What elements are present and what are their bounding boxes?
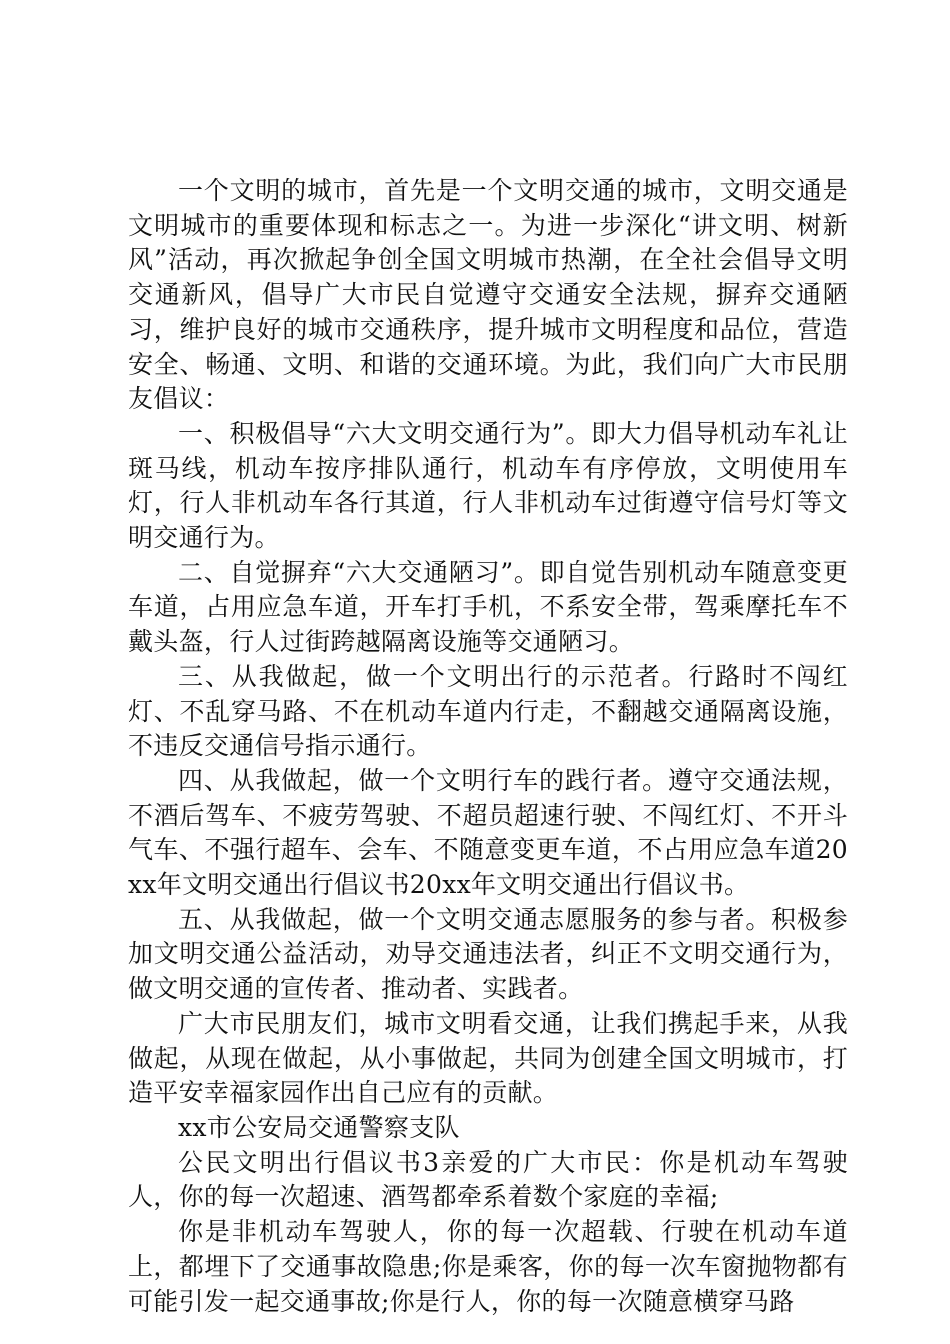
second-proposal-paragraph: 你是非机动车驾驶人，你的每一次超载、行驶在机动车道上，都埋下了交通事故隐患;你是乘客，你的每一次车窗抛物都有可能引发一起交通事故;你是行人，你的每一次随意横穿马路 [128, 1217, 848, 1316]
proposal-one-paragraph: 一、积极倡导“六大文明交通行为”。即大力倡导机动车礼让斑马线，机动车按序排队通行，机动车有序停放，文明使用车灯，行人非机动车各行其道，行人非机动车过街遵守信号灯等文明交通行为。 [128, 418, 848, 553]
intro-paragraph: 一个文明的城市，首先是一个文明交通的城市，文明交通是文明城市的重要体现和标志之一。为进一步深化“讲文明、树新风”活动，再次掀起争创全国文明城市热潮，在全社会倡导文明交通新风，倡导广大市民自觉遵守交通安全法规，摒弃交通陋习，维护良好的城市交通秩序，提升城市文明程度和品位，营造安全、畅通、文明、和谐的交通环境。为此，我们向广大市民朋友倡议： [128, 176, 848, 414]
signature-line: xx市公安局交通警察支队 [178, 1112, 460, 1142]
proposal-five-paragraph: 五、从我做起，做一个文明交通志愿服务的参与者。积极参加文明交通公益活动，劝导交通违法者，纠正不文明交通行为，做文明交通的宣传者、推动者、实践者。 [128, 904, 848, 1004]
proposal-four-paragraph: 四、从我做起，做一个文明行车的践行者。遵守交通法规，不酒后驾车、不疲劳驾驶、不超员超速行驶、不闯红灯、不开斗气车、不强行超车、会车、不随意变更车道，不占用应急车道20xx年文明交通出行倡议书20xx年文明交通出行倡议书。 [128, 765, 848, 900]
closing-paragraph: 广大市民朋友们，城市文明看交通，让我们携起手来，从我做起，从现在做起，从小事做起，共同为创建全国文明城市，打造平安幸福家园作出自己应有的贡献。 [128, 1008, 848, 1108]
proposal-three-paragraph: 三、从我做起，做一个文明出行的示范者。行路时不闯红灯、不乱穿马路、不在机动车道内行走，不翻越交通隔离设施，不违反交通信号指示通行。 [128, 661, 848, 761]
second-proposal-opening: 公民文明出行倡议书3亲爱的广大市民：你是机动车驾驶人，你的每一次超速、酒驾都牵系着数个家庭的幸福; [128, 1147, 848, 1212]
document-body [128, 174, 848, 1319]
proposal-two-paragraph: 二、自觉摒弃“六大交通陋习”。即自觉告别机动车随意变更车道，占用应急车道，开车打手机，不系安全带，驾乘摩托车不戴头盔，行人过街跨越隔离设施等交通陋习。 [128, 557, 848, 657]
